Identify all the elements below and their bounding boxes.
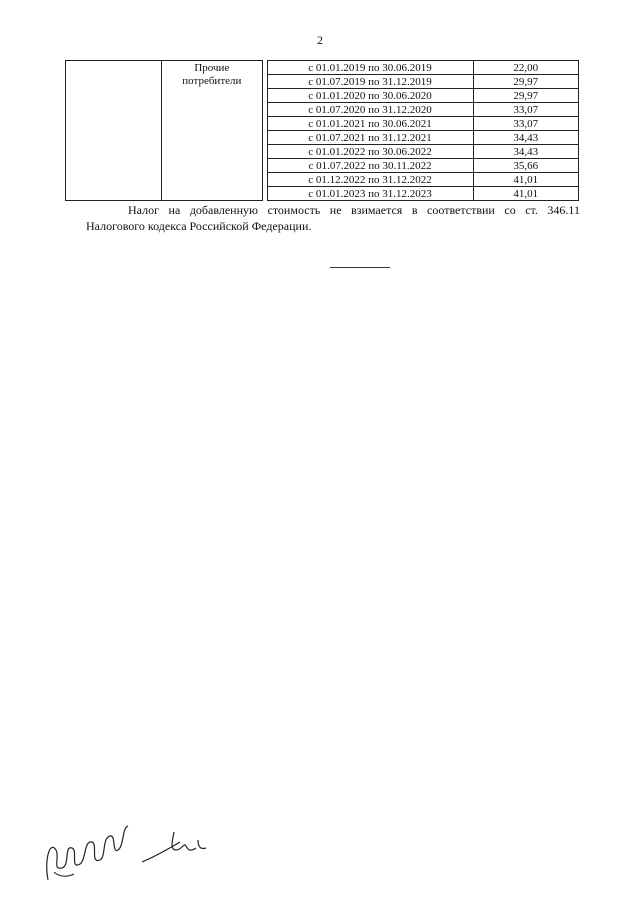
period-cell: с 01.07.2020 по 31.12.2020: [267, 103, 473, 117]
tariff-value-cell: 22,00: [473, 61, 579, 75]
consumer-group-label-line1: Прочие: [194, 62, 230, 74]
page-number: 2: [317, 33, 323, 47]
period-cell: с 01.07.2022 по 30.11.2022: [267, 159, 473, 173]
period-cell: с 01.01.2021 по 30.06.2021: [267, 117, 473, 131]
vat-note-line-1: Налог на добавленную стоимость не взимается в соответствии со ст. 346.11: [128, 203, 580, 217]
vat-note: [88, 202, 580, 234]
tariff-value-cell: 35,66: [473, 159, 579, 173]
tariff-value-cell: 41,01: [473, 187, 579, 201]
initials-image: [140, 828, 210, 868]
tariff-value-cell: 41,01: [473, 173, 579, 187]
vat-note-line-2: Налогового кодекса Российской Федерации.: [86, 219, 312, 233]
signature-image: [40, 820, 135, 885]
period-cell: с 01.01.2020 по 30.06.2020: [267, 89, 473, 103]
consumer-group-label-line2: потребители: [182, 75, 242, 87]
tariff-value-cell: 33,07: [473, 103, 579, 117]
tariff-value-cell: 29,97: [473, 89, 579, 103]
period-cell: с 01.01.2022 по 30.06.2022: [267, 145, 473, 159]
consumer-group-cell: [161, 61, 262, 201]
end-divider: [330, 267, 390, 268]
period-cell: с 01.01.2023 по 31.12.2023: [267, 187, 473, 201]
table-row: [66, 61, 579, 75]
period-cell: с 01.07.2019 по 31.12.2019: [267, 75, 473, 89]
tariff-table: [65, 60, 579, 201]
empty-category-cell: [66, 61, 162, 201]
period-cell: с 01.12.2022 по 31.12.2022: [267, 173, 473, 187]
tariff-value-cell: 34,43: [473, 145, 579, 159]
tariff-value-cell: 29,97: [473, 75, 579, 89]
tariff-value-cell: 33,07: [473, 117, 579, 131]
period-cell: с 01.01.2019 по 30.06.2019: [267, 61, 473, 75]
period-cell: с 01.07.2021 по 31.12.2021: [267, 131, 473, 145]
tariff-value-cell: 34,43: [473, 131, 579, 145]
